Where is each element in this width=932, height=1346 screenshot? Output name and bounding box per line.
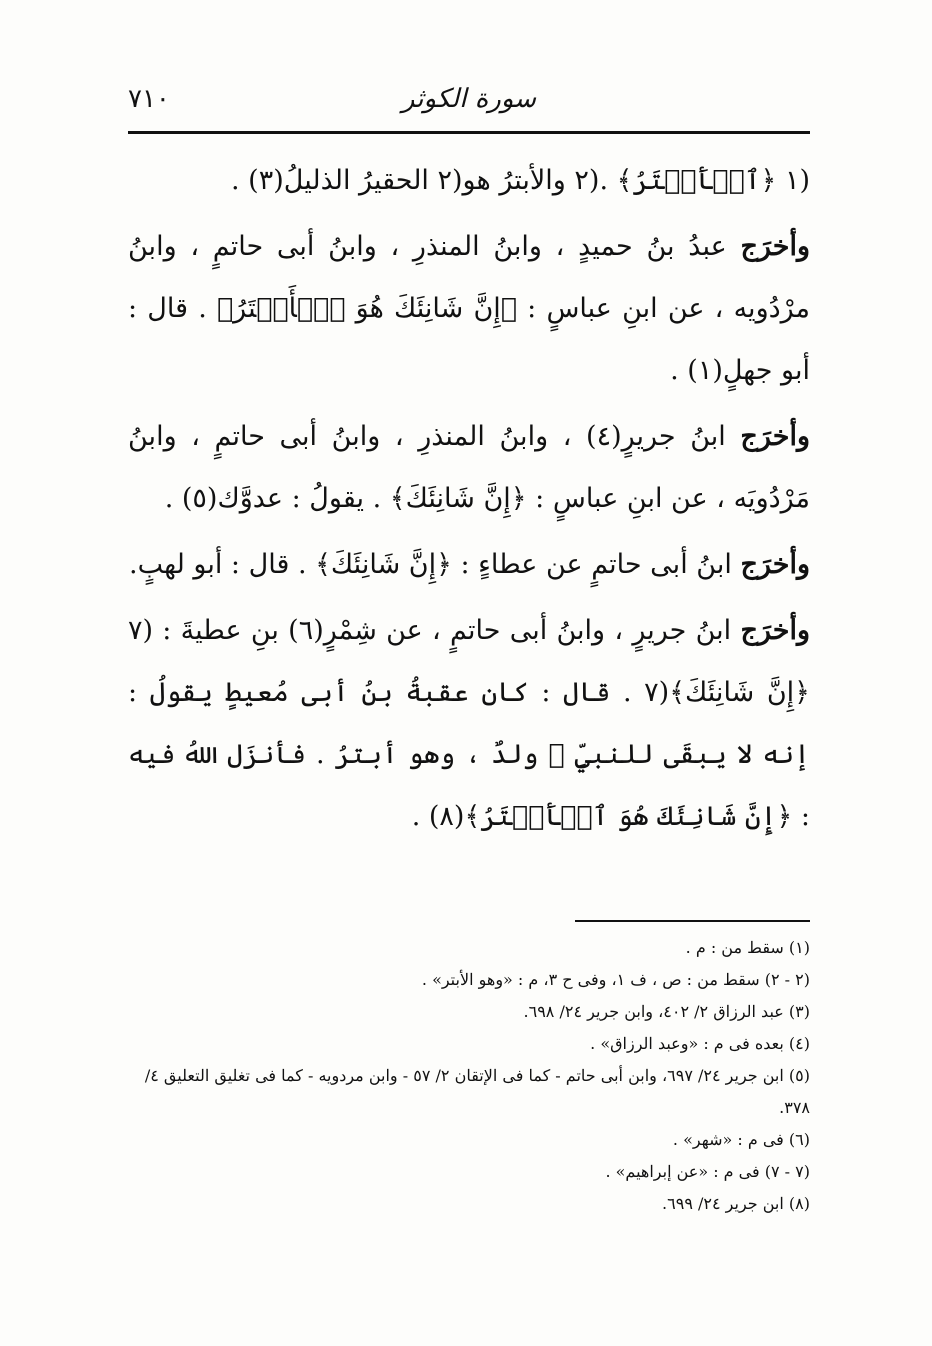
paragraph-text: ابنُ أبى حاتمٍ عن عطاءٍ : ﴿إِنَّ شَانِئَكَ﴾ . قال : أبو لهبٍ. [129, 549, 741, 580]
running-title: سورة الكوثر [401, 84, 537, 114]
paragraph-text: (١ ﴿ٱلۡأَبۡتَرُ﴾ .(٢ والأبترُ هو(٢ الحقيرُ الذليلُ(٣) . [231, 165, 810, 196]
footnote: (٣) عبد الرزاق ٢/ ٤٠٢، وابن جرير ٢٤/ ٦٩٨. [523, 1002, 810, 1021]
footnotes [128, 932, 810, 1220]
footnote: (٢ - ٢) سقط من : ص ، ف ١، وفى ح ٣، م : «وهو الأبتر» . [421, 970, 810, 989]
footnote-rule [575, 920, 810, 922]
footnote: (٤) بعده فى م : «وعبد الرزاق» . [590, 1034, 810, 1053]
main-text [128, 150, 810, 852]
paragraph-1 [128, 150, 810, 212]
paragraph-5 [128, 600, 810, 848]
footnote: (٦) فى م : «شهر» . [672, 1130, 810, 1149]
footnote: (٨) ابن جرير ٢٤/ ٦٩٩. [662, 1194, 810, 1213]
paragraph-lead: وأخرَج [740, 231, 810, 262]
footnote: (٥) ابن جرير ٢٤/ ٦٩٧، وابن أبى حاتم - كما فى الإتقان ٢/ ٥٧ - وابن مردويه - كما فى تغليق التعليق ٤/ ٣٧٨. [144, 1066, 810, 1117]
paragraph-text: عبدُ بنُ حميدٍ ، وابنُ المنذرِ ، وابنُ أبى حاتمٍ ، وابنُ مرْدُويه ، عن ابنِ عباسٍ : ﴿إِنَّ شَانِئَكَ هُوَ ٱلۡأَبۡتَرُ﴾ . قال : أبو جهلٍ(١) . [128, 231, 810, 386]
footnote: (١) سقط من : م . [685, 938, 810, 957]
page-number: ٧١٠ [128, 84, 170, 114]
paragraph-text: ابنُ جريرٍ(٤) ، وابنُ المنذرِ ، وابنُ أبى حاتمٍ ، وابنُ مَرْدُويَه ، عن ابنِ عباسٍ : ﴿إِنَّ شَانِئَكَ﴾ . يقولُ : عدوَّك(٥) . [128, 421, 810, 514]
footnote: (٧ - ٧) فى م : «عن إبراهيم» . [605, 1162, 810, 1181]
page-header [128, 82, 810, 122]
paragraph-2 [128, 216, 810, 402]
paragraph-lead: وأخرَج [740, 549, 810, 580]
paragraph-lead: وأخرَج [740, 615, 810, 646]
paragraph-3 [128, 406, 810, 530]
paragraph-lead: وأخرَج [740, 421, 810, 452]
paragraph-4 [128, 534, 810, 596]
header-rule [128, 131, 810, 134]
paragraph-text: ابنُ جريرٍ ، وابنُ أبى حاتمٍ ، عن شِمْرٍ(٦) بنِ عطيةَ : (٧ ﴿إِنَّ شَانِئَكَ﴾(٧ . قال : كان عقبةُ بنُ أبى مُعيطٍ يقولُ : إنه لا يبقَى للنبيِّ ﷺ ولدٌ ، وهو أبترُ . فأنزَل اللهُ فيه : ﴿إِنَّ شَانِئَكَ هُوَ ٱلۡأَبۡتَرُ﴾(٨) . [128, 615, 810, 832]
